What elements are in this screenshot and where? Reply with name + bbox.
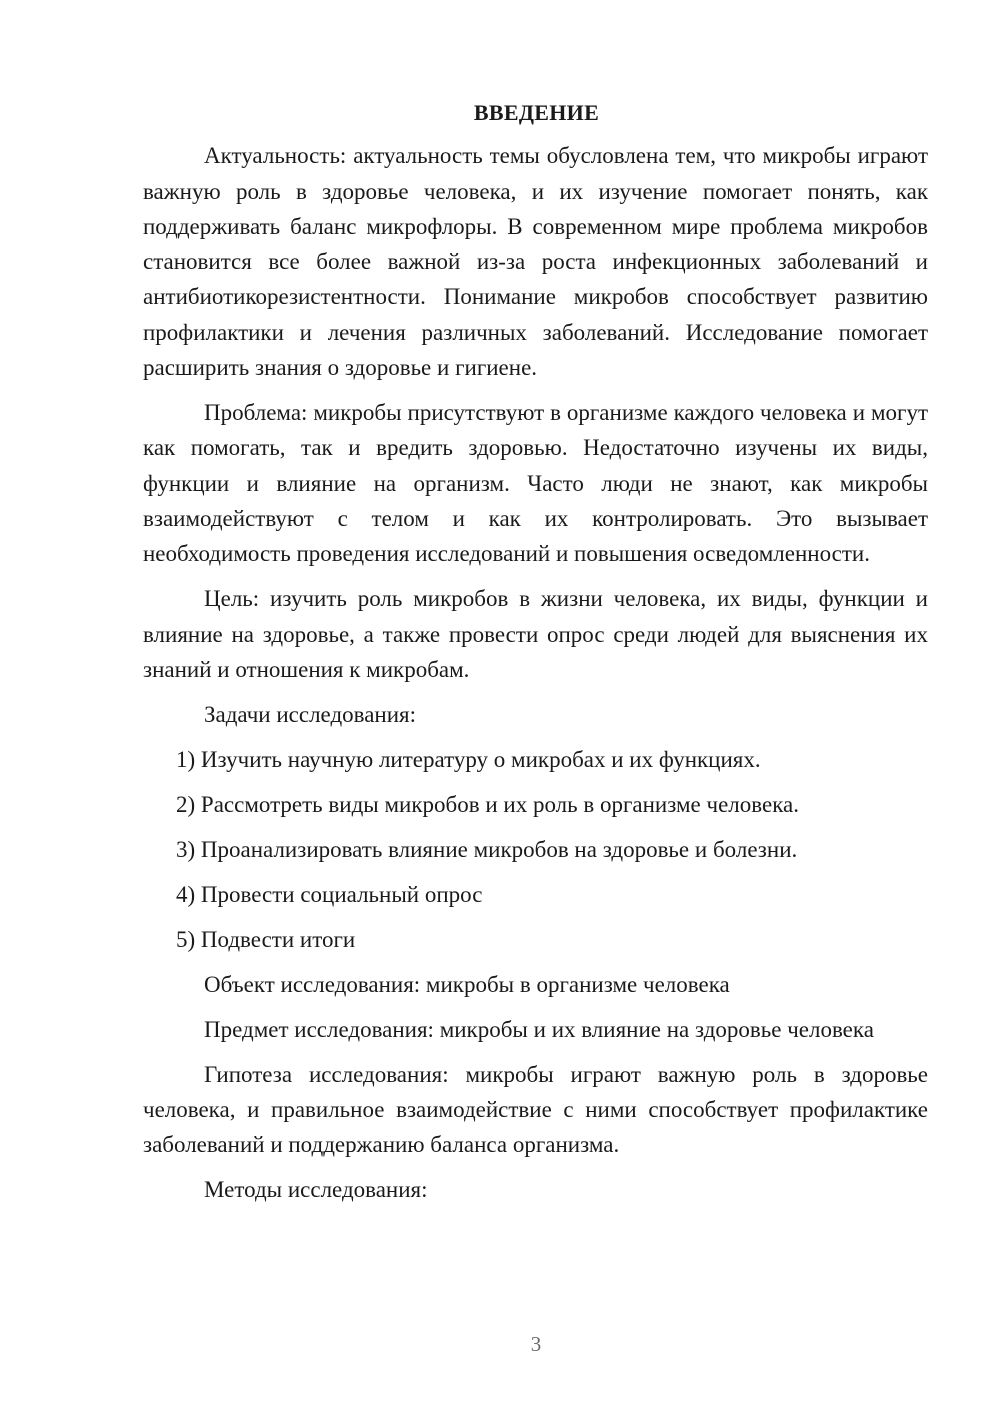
problem-paragraph: Проблема: микробы присутствуют в организме каждого человека и могут как помогать, так и вредить здоровью. Недостаточно изучены их виды, функции и влияние на организм. Часто люди не знают, как микробы взаимодействуют с телом и как их контролировать. Это вызывает необходимость проведения исследований и повышения осведомленности. [143,400,928,567]
section-title: ВВЕДЕНИЕ [473,100,600,125]
list-item: 2) Рассмотреть виды микробов и их роль в организме человека. [176,791,799,817]
subject-paragraph: Предмет исследования: микробы и их влияние на здоровье человека [204,1016,874,1042]
hypothesis-paragraph: Гипотеза исследования: микробы играют важную роль в здоровье человека, и правильное взаимодействие с ними способствует профилактике заболеваний и поддержанию баланса организма. [143,1061,928,1158]
list-item: 3) Проанализировать влияние микробов на здоровье и болезни. [176,836,798,862]
page-number: 3 [530,1332,542,1356]
document-page [143,95,928,1217]
goal-paragraph: Цель: изучить роль микробов в жизни человека, их виды, функции и влияние на здоровье, а также провести опрос среди людей для выяснения их знаний и отношения к микробам. [143,586,928,682]
relevance-paragraph: Актуальность: актуальность темы обусловлена тем, что микробы играют важную роль в здоровье человека, и их изучение помогает понять, как поддерживать баланс микрофлоры. В современном мире проблема микробов становится все более важной из-за роста инфекционных заболеваний и антибиотикорезистентности. Понимание микробов способствует развитию профилактики и лечения различных заболеваний. Исследование помогает расширить знания о здоровье и гигиене. [143,143,928,381]
object-paragraph: Объект исследования: микробы в организме человека [204,971,730,997]
list-item: 1) Изучить научную литературу о микробах и их функциях. [176,746,761,772]
tasks-list [143,742,928,957]
tasks-heading: Задачи исследования: [204,701,417,727]
methods-heading: Методы исследования: [204,1177,428,1203]
list-item: 4) Провести социальный опрос [176,881,483,907]
list-item: 5) Подвести итоги [176,926,356,952]
